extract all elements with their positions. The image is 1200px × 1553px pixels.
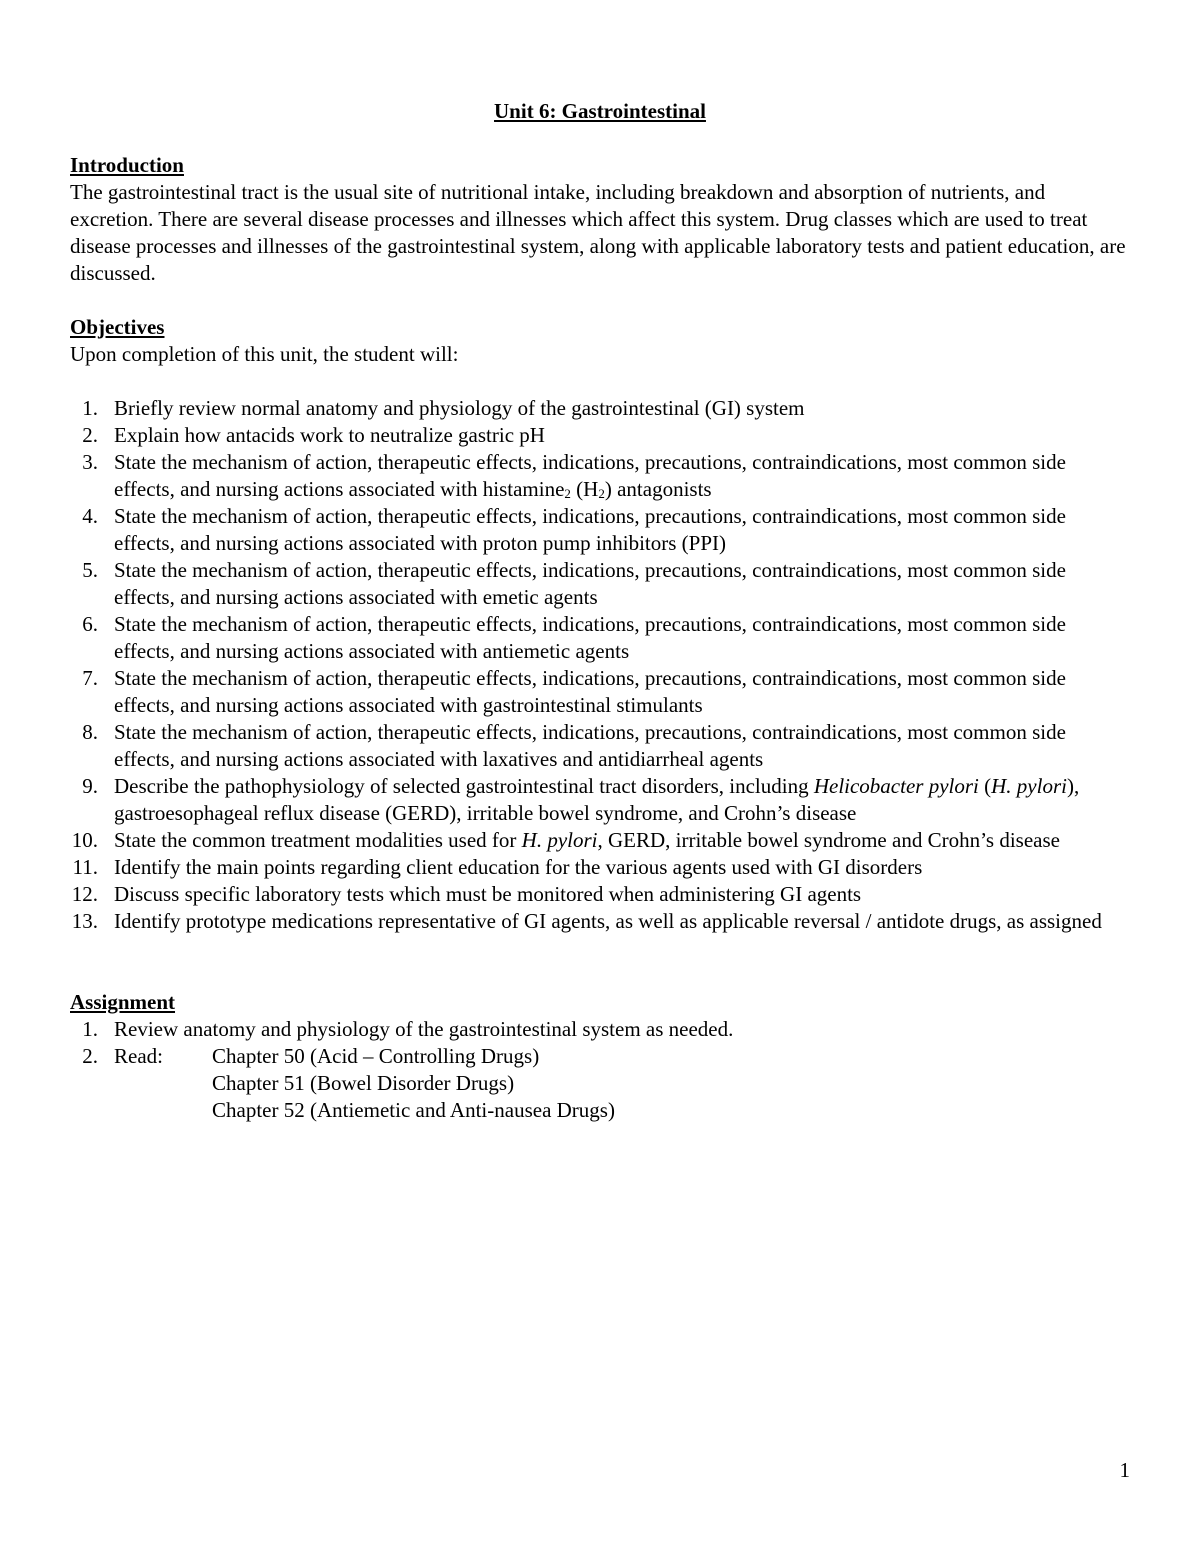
assignment-heading: Assignment [70,990,176,1014]
objective-text: State the mechanism of action, therapeutic effects, indications, precautions, contraindications, most common side effects, and nursing actions associated with histamine$_2$ $(H_2)$ antagonists [114,450,1066,501]
objective-number: 4. [82,504,98,528]
objective-number: 6. [82,612,98,636]
objective-number: 8. [82,720,98,744]
assignment-read-item [70,1043,1130,1124]
objective-number: 3. [82,450,98,474]
objective-number: 12. [71,882,98,906]
chapter-item: Chapter 51 (Bowel Disorder Drugs) [212,1071,515,1095]
objectives-heading: Objectives [70,315,165,339]
objective-item [70,827,1130,854]
objective-text: State the mechanism of action, therapeutic effects, indications, precautions, contraindications, most common side effects, and nursing actions associated with proton pump inhibitors (PPI) [114,504,1066,555]
objective-item [70,854,1130,881]
page-number: 1 [1119,1458,1130,1482]
objective-text: Identify prototype medications representative of GI agents, as well as applicable reversal / antidote drugs, as assigned [114,909,1102,933]
assignment-number: 2. [82,1044,98,1068]
objective-text: State the mechanism of action, therapeutic effects, indications, precautions, contraindications, most common side effects, and nursing actions associated with emetic agents [114,558,1066,609]
objectives-lead: Upon completion of this unit, the student will: [70,342,459,366]
objective-item [70,422,1130,449]
document-title: Unit 6: Gastrointestinal [494,99,706,123]
objective-item [70,611,1130,665]
assignment-list [70,1016,1130,1043]
objective-number: 11. [72,855,98,879]
introduction-heading: Introduction [70,153,184,177]
objective-item [70,908,1130,935]
objective-number: 7. [82,666,98,690]
objective-number: 1. [82,396,98,420]
objective-number: 13. [71,909,98,933]
chapter-list [212,1043,615,1124]
objective-number: 5. [82,558,98,582]
assignment-item [70,1016,1130,1043]
objective-number: 2. [82,423,98,447]
objective-text: State the mechanism of action, therapeutic effects, indications, precautions, contraindications, most common side effects, and nursing actions associated with laxatives and antidiarrheal agents [114,720,1066,771]
objective-item [70,665,1130,719]
introduction-body: The gastrointestinal tract is the usual site of nutritional intake, including breakdown and absorption of nutrients, and excretion. There are several disease processes and illnesses which affect this system. Drug classes which are used to treat disease processes and illnesses of the gastrointestinal system, along with applicable laboratory tests and patient education, are discussed. [70,180,1126,285]
objective-text: State the mechanism of action, therapeutic effects, indications, precautions, contraindications, most common side effects, and nursing actions associated with antiemetic agents [114,612,1066,663]
objective-item [70,881,1130,908]
objective-item [70,395,1130,422]
objective-text: Explain how antacids work to neutralize gastric pH [114,423,545,447]
assignment-text: Review anatomy and physiology of the gastrointestinal system as needed. [114,1017,734,1041]
objective-text: Identify the main points regarding client education for the various agents used with GI disorders [114,855,923,879]
objective-item [70,719,1130,773]
objective-text: Describe the pathophysiology of selected gastrointestinal tract disorders, including Helicobacter pylori (H. pylori), gastroesophageal reflux disease (GERD), irritable bowel syndrome, and Crohn’s disease [114,774,1080,825]
assignment-number: 1. [82,1017,98,1041]
objective-item [70,557,1130,611]
objective-number: 10. [71,828,98,852]
objective-text: State the mechanism of action, therapeutic effects, indications, precautions, contraindications, most common side effects, and nursing actions associated with gastrointestinal stimulants [114,666,1066,717]
objectives-list [70,395,1130,935]
objective-text: Briefly review normal anatomy and physiology of the gastrointestinal (GI) system [114,396,805,420]
objective-text: Discuss specific laboratory tests which must be monitored when administering GI agents [114,882,862,906]
objective-number: 9. [82,774,98,798]
objective-item [70,449,1130,503]
objective-item [70,503,1130,557]
read-label: Read: [114,1044,163,1068]
objective-item [70,773,1130,827]
objective-text: State the common treatment modalities used for H. pylori, GERD, irritable bowel syndrome and Crohn’s disease [114,828,1060,852]
chapter-item: Chapter 50 (Acid – Controlling Drugs) [212,1044,540,1068]
document-content [70,98,1130,1124]
chapter-item: Chapter 52 (Antiemetic and Anti-nausea Drugs) [212,1098,615,1122]
